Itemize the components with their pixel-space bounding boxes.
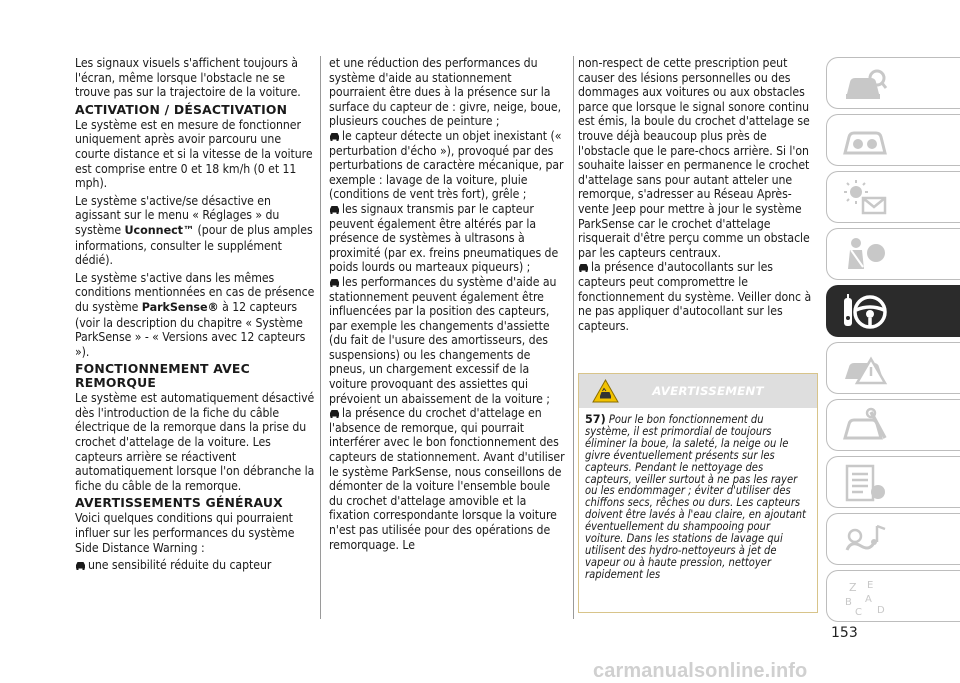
car-bullet-icon (578, 263, 589, 272)
list-item: non-respect de cette prescription peut causer des lésions personnelles ou des dommages aux voitures ou aux obstacles parce que lorsque le signal sonore continu est émis, la boule du crochet d'attelage se trouve déjà beaucoup plus près de l'obstacle que le pare-chocs arrière. Si l'on souhaite laisser en permanence le crochet d'attelage sans pour autant atteler une remorque, s'adresser au Réseau Après-vente Jeep pour mettre à jour le système ParkSense car le crochet d'attelage risquerait d'être perçu comme un obstacle par les capteurs centraux. (578, 56, 810, 260)
svg-text:A: A (865, 594, 872, 605)
tab-warning-lights[interactable] (826, 171, 960, 223)
car-bullet-icon (75, 561, 86, 570)
tab-safety[interactable] (826, 228, 960, 280)
list-item (75, 558, 315, 573)
warning-title: AVERTISSEMENT (652, 384, 764, 398)
text: le capteur détecte un objet inexistant (« perturbation d'écho »), provoqué par des perturbations de caractère mécanique, par exemple : lavage de la voiture, pluie (conditions de vent très fort), grêle ; (329, 128, 564, 202)
tab-index[interactable] (826, 570, 960, 622)
dashboard-car-icon (841, 64, 889, 104)
warning-box (578, 373, 818, 613)
warning-header (579, 374, 817, 408)
paragraph-speed: Le système est en mesure de fonctionner uniquement après avoir parcouru une courte distance et si la vitesse de la voiture est comprise entre 0 et 18 km/h (0 et 11 mph). (75, 117, 313, 191)
chapter-tabs (826, 57, 960, 627)
warning-number: 57) (585, 413, 606, 426)
car-bullet-icon (329, 205, 340, 214)
key-steering-wheel-icon (841, 292, 889, 332)
multimedia-music-icon (841, 520, 889, 560)
uconnect-label: Uconnect™ (124, 223, 195, 237)
parksense-label: ParkSense® (141, 300, 219, 314)
paragraph-uconnect (75, 194, 315, 268)
intro-paragraph: Les signaux visuels s'affichent toujours à l'écran, même lorsque l'obstacle ne se trouve pas sur la trajectoire de la voiture. (75, 56, 301, 100)
car-bullet-icon (329, 278, 340, 287)
text: les signaux transmis par le capteur peuvent également être altérés par la présence de systèmes à ultrasons à proximité (par ex. freins pneumatiques de poids lourds ou marteaux piqueurs) ; (329, 201, 559, 275)
svg-text:C: C (855, 607, 862, 617)
heading-activation: ACTIVATION / DÉSACTIVATION (75, 101, 288, 117)
list-item (329, 406, 565, 552)
tab-maintenance[interactable] (826, 399, 960, 451)
car-breakdown-warning-icon (841, 349, 889, 389)
svg-text:D: D (877, 605, 885, 616)
alphabetical-index-icon (841, 577, 889, 617)
paragraph-trailer: Le système est automatiquement désactivé dès l'introduction de la fiche du câble électrique de la remorque dans la prise du crochet d'attelage de la voiture. Les capteurs arrière se réactivent automatiquement lorsque l'on débranche la fiche du câble de la remorque. (75, 391, 315, 493)
paragraph-parksense (75, 271, 315, 360)
list-item (329, 275, 565, 406)
text: la présence d'autocollants sur les capteurs peut compromettre le fonctionnement du système. Veiller donc à ne pas appliquer d'autocollant sur les capteurs. (578, 260, 812, 333)
column-3 (578, 56, 818, 333)
technical-data-list-icon (841, 463, 889, 503)
tab-technical-data[interactable] (826, 456, 960, 508)
car-bullet-icon (329, 409, 340, 418)
tab-starting-driving[interactable] (826, 285, 960, 337)
column-1 (75, 56, 315, 573)
text: (pour de plus amples informations, consulter le supplément dédié). (75, 222, 313, 268)
text: Le système s'active/se désactive en agissant sur le menu « Réglages » du système (75, 193, 280, 237)
svg-text:Z: Z (849, 581, 857, 594)
column-2 (329, 56, 565, 552)
watermark: carmanualsonline.info (593, 660, 808, 682)
svg-text:E: E (867, 580, 874, 591)
tab-instruments[interactable] (826, 114, 960, 166)
list-item (329, 129, 565, 202)
tab-multimedia[interactable] (826, 513, 960, 565)
text: la présence du crochet d'attelage en l'absence de remorque, qui pourrait interférer avec le bon fonctionnement des capteurs de stationnement. Avant d'utiliser le système ParkSense, nous conseillons de démonter de la voiture l'ensemble boule du crochet d'attelage amovible et la fixation correspondante lorsque la voiture n'est pas utilisée pour des opérations de remorquage. Le (329, 406, 565, 552)
column-divider (573, 56, 574, 619)
heading-trailer: FONCTIONNEMENT AVEC REMORQUE (75, 361, 250, 391)
text: une sensibilité réduite du capteur (88, 558, 272, 573)
list-item: et une réduction des performances du système d'aide au stationnement pourraient être dues à la présence sur la surface du capteur de : givre, neige, boue, plusieurs couches de peinture ; (329, 56, 562, 129)
heading-general-warnings: AVERTISSEMENTS GÉNÉRAUX (75, 495, 283, 511)
tab-emergency[interactable] (826, 342, 960, 394)
warning-lights-envelope-icon (841, 178, 889, 218)
instrument-panel-icon (841, 121, 889, 161)
tab-dashboard[interactable] (826, 57, 960, 109)
text: Le système s'active dans les mêmes conditions mentionnées en cas de présence du système (75, 270, 315, 314)
paragraph-conditions: Voici quelques conditions qui pourraient influer sur les performances du système Side Distance Warning : (75, 511, 295, 555)
list-item (329, 202, 565, 275)
svg-text:B: B (845, 597, 852, 608)
text: à 12 capteurs (voir la description du chapitre « Système ParkSense » - « Versions avec 12 capteurs »). (75, 299, 306, 359)
warning-text: Pour le bon fonctionnement du système, il est primordial de toujours éliminer la boue, la saleté, la neige ou le givre éventuellement présents sur les capteurs. Pendant le nettoyage des capteurs, veiller surtout à ne pas les rayer ou les endommager ; éviter d'utiliser des chiffons secs, rêches ou durs. Les capteurs doivent être lavés à l'eau claire, en ajoutant éventuellement du shampooing pour voiture. Dans les stations de lavage qui utilisent des hydro-nettoyeurs à jet de vapeur ou à haute pression, nettoyer rapidement les (585, 413, 806, 581)
seatbelt-airbag-icon (841, 235, 889, 275)
column-divider (320, 56, 321, 619)
text: les performances du système d'aide au stationnement peuvent également être influencées par la position des capteurs, par exemple les changements d'assiette (du fait de l'usure des amortisseurs, des suspensions) ou les changements de pneus, un chargement excessif de la voiture provoquant des assiettes qui prévoient un abaissement de la voiture ; (329, 274, 557, 406)
car-bullet-icon (329, 132, 340, 141)
warning-body (579, 408, 817, 581)
list-item (578, 260, 818, 333)
car-maintenance-wrench-icon (841, 406, 889, 446)
page-number: 153 (831, 625, 858, 641)
